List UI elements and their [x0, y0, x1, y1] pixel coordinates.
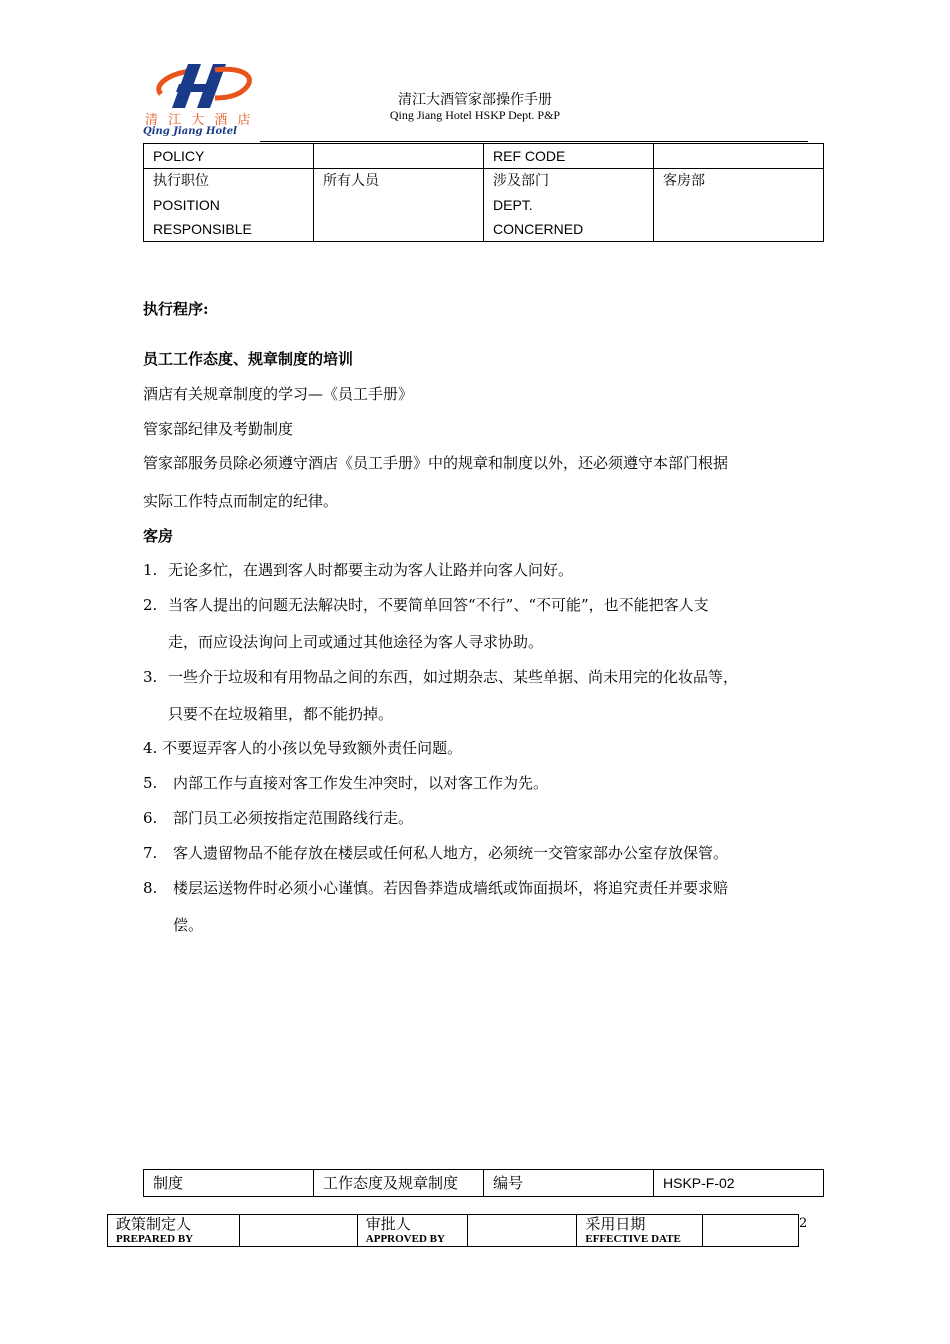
list-item-number: 2. [143, 596, 158, 614]
list-item [143, 594, 709, 615]
dept-label-cn: 涉及部门 [493, 173, 549, 189]
document-code-table [143, 1169, 824, 1197]
discipline-paragraph-line1: 管家部服务员除必须遵守酒店《员工手册》中的规章和制度以外，还必须遵守本部门根据 [143, 454, 729, 472]
approved-by-value [467, 1215, 577, 1247]
logo-english-name: Qing Jiang Hotel [143, 126, 237, 137]
page-number: 2 [799, 1216, 808, 1231]
prepared-by-label [108, 1215, 240, 1247]
system-value: 工作态度及规章制度 [314, 1170, 484, 1197]
dept-value: 客房部 [654, 169, 824, 242]
dept-label-en1: DEPT. [493, 197, 533, 213]
list-item-continuation: 只要不在垃圾箱里，都不能扔掉。 [168, 705, 394, 723]
position-label-en2: RESPONSIBLE [153, 221, 252, 237]
hotel-logo [143, 62, 261, 140]
list-item-number: 4. [143, 739, 158, 757]
logo-chinese-name: 清 江 大 酒 店 [145, 113, 254, 128]
list-item [143, 877, 728, 898]
approved-by-label [357, 1215, 467, 1247]
prepared-by-value [239, 1215, 357, 1247]
study-line: 酒店有关规章制度的学习—《员工手册》 [143, 385, 414, 403]
policy-row [144, 144, 824, 169]
list-item-text: 无论多忙，在遇到客人时都要主动为客人让路并向客人问好。 [168, 561, 574, 579]
position-label [144, 169, 314, 242]
dept-label [484, 169, 654, 242]
system-label: 制度 [144, 1170, 314, 1197]
list-item-number: 1. [143, 561, 158, 579]
ref-code-label: REF CODE [484, 144, 654, 169]
number-value: HSKP-F-02 [654, 1170, 824, 1197]
position-row [144, 169, 824, 242]
list-item-text: 客人遗留物品不能存放在楼层或任何私人地方，必须统一交管家部办公室存放保管。 [173, 844, 729, 862]
document-code-row [144, 1170, 824, 1197]
list-item-continuation: 走，而应设法询问上司或通过其他途径为客人寻求协助。 [168, 633, 544, 651]
effective-date-label [577, 1215, 703, 1247]
approved-by-cn: 审批人 [365, 1215, 411, 1233]
list-item-text: 楼层运送物件时必须小心谨慎。若因鲁莽造成墙纸或饰面损坏，将追究责任并要求赔 [173, 879, 729, 897]
list-item-text: 部门员工必须按指定范围路线行走。 [173, 809, 414, 827]
list-item-number: 3. [143, 668, 158, 686]
list-item-number: 6. [143, 809, 158, 827]
training-heading: 员工工作态度、规章制度的培训 [143, 350, 354, 368]
dept-label-en2: CONCERNED [493, 221, 584, 237]
list-item-text: 一些介于垃圾和有用物品之间的东西，如过期杂志、某些单据、尚未用完的化妆品等， [168, 668, 739, 686]
prepared-by-cn: 政策制定人 [116, 1215, 192, 1233]
policy-label: POLICY [144, 144, 314, 169]
list-item-number: 7. [143, 844, 158, 862]
list-item [143, 666, 738, 687]
effective-date-en: EFFECTIVE DATE [585, 1233, 681, 1245]
position-value: 所有人员 [314, 169, 484, 242]
list-item-text: 内部工作与直接对客工作发生冲突时，以对客工作为先。 [173, 774, 549, 792]
policy-info-table [143, 143, 824, 242]
signature-row [108, 1215, 799, 1247]
approved-by-en: APPROVED BY [365, 1233, 445, 1245]
manual-title-en: Qing Jiang Hotel HSKP Dept. P&P [389, 108, 561, 122]
list-item [143, 737, 462, 758]
list-item-number: 5. [143, 774, 158, 792]
position-label-en1: POSITION [153, 197, 220, 213]
list-item-text: 不要逗弄客人的小孩以免导致额外责任问题。 [162, 739, 463, 757]
procedure-heading: 执行程序: [143, 300, 209, 318]
header-rule [260, 141, 808, 142]
policy-value [314, 144, 484, 169]
list-item [143, 772, 548, 793]
effective-date-value [703, 1215, 799, 1247]
number-label: 编号 [484, 1170, 654, 1197]
list-item [143, 559, 573, 580]
list-item-continuation: 偿。 [173, 916, 204, 934]
rooms-heading: 客房 [143, 527, 174, 545]
list-item [143, 807, 413, 828]
list-item-text: 当客人提出的问题无法解决时，不要简单回答“不行”、“不可能”，也不能把客人支 [168, 596, 709, 614]
list-item-number: 8. [143, 879, 158, 897]
effective-date-cn: 采用日期 [585, 1215, 646, 1233]
logo-mark [143, 62, 261, 112]
discipline-paragraph-line2: 实际工作特点而制定的纪律。 [143, 492, 339, 510]
manual-title-cn: 清江大酒管家部操作手册 [398, 92, 552, 108]
prepared-by-en: PREPARED BY [116, 1233, 194, 1245]
list-item [143, 842, 728, 863]
ref-code-value [654, 144, 824, 169]
discipline-line: 管家部纪律及考勤制度 [143, 420, 294, 438]
position-label-cn: 执行职位 [153, 173, 209, 189]
signature-table [107, 1214, 799, 1247]
